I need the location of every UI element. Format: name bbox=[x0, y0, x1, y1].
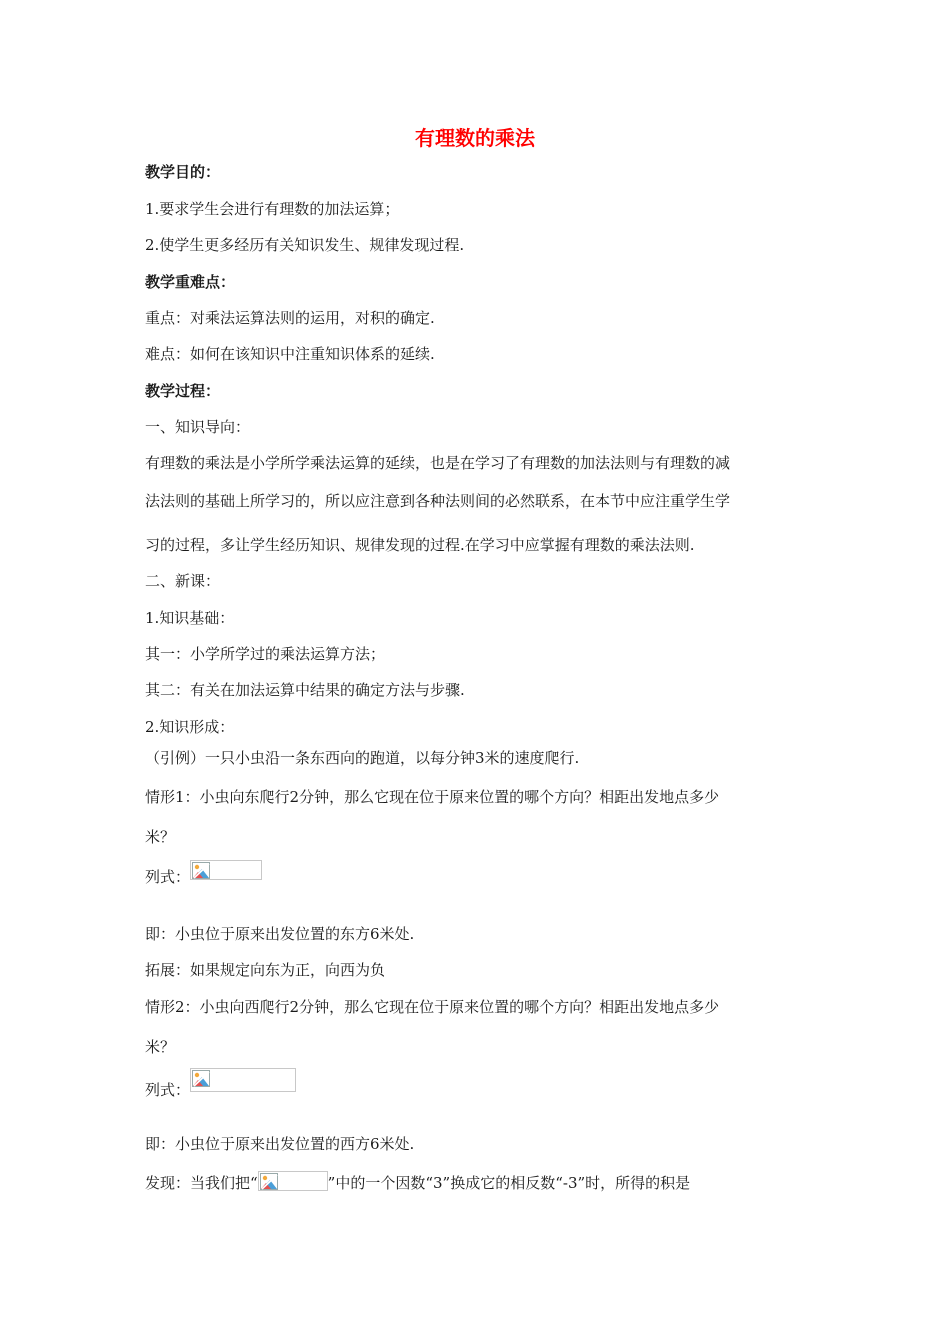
key-points-heading: 教学重难点： bbox=[145, 273, 236, 291]
objective-2: 2.使学生更多经历有关知识发生、规律发现过程. bbox=[145, 236, 465, 254]
case-2-line: 情形2：小虫向西爬行2分钟，那么它现在位于原来位置的哪个方向？相距出发地点多少 bbox=[145, 998, 720, 1016]
discovery-suffix: ”中的一个因数“3”换成它的相反数“-3”时，所得的积是 bbox=[327, 1174, 691, 1192]
broken-image-icon bbox=[190, 860, 262, 880]
item-heading-1: 1.知识基础： bbox=[145, 609, 235, 627]
difficult-point: 难点：如何在该知识中注重知识体系的延续. bbox=[145, 345, 435, 363]
document-title: 有理数的乘法 bbox=[415, 126, 535, 150]
discovery-line bbox=[145, 1172, 805, 1194]
section-heading-1: 一、知识导向： bbox=[145, 418, 251, 436]
item-heading-2: 2.知识形成： bbox=[145, 718, 235, 736]
key-point: 重点：对乘法运算法则的运用，对积的确定. bbox=[145, 309, 435, 327]
result-2: 即：小虫位于原来出发位置的西方6米处. bbox=[145, 1135, 415, 1153]
extension-text: 拓展：如果规定向东为正，向西为负 bbox=[145, 961, 386, 979]
broken-image-icon bbox=[190, 1068, 296, 1092]
discovery-prefix: 发现：当我们把“ bbox=[145, 1174, 258, 1192]
process-heading: 教学过程： bbox=[145, 382, 221, 400]
intro-paragraph-line: 法法则的基础上所学习的，所以应注意到各种法则间的必然联系，在本节中应注重学生学 bbox=[145, 492, 731, 510]
formula-row-1 bbox=[145, 866, 805, 888]
intro-paragraph-line: 习的过程，多让学生经历知识、规律发现的过程.在学习中应掌握有理数的乘法法则. bbox=[145, 536, 695, 554]
basis-1: 其一：小学所学过的乘法运算方法； bbox=[145, 645, 386, 663]
section-heading-2: 二、新课： bbox=[145, 572, 221, 590]
formula-label: 列式： bbox=[145, 868, 191, 886]
basis-2: 其二：有关在加法运算中结果的确定方法与步骤. bbox=[145, 681, 465, 699]
formula-row-2 bbox=[145, 1077, 805, 1101]
objectives-heading: 教学目的： bbox=[145, 163, 221, 181]
result-1: 即：小虫位于原来出发位置的东方6米处. bbox=[145, 925, 415, 943]
case-2-line: 米？ bbox=[145, 1038, 176, 1056]
intro-paragraph-line: 有理数的乘法是小学所学乘法运算的延续，也是在学习了有理数的加法法则与有理数的减 bbox=[145, 454, 731, 472]
case-1-line: 米？ bbox=[145, 828, 176, 846]
objective-1: 1.要求学生会进行有理数的加法运算； bbox=[145, 200, 400, 218]
example-text: （引例）一只小虫沿一条东西向的跑道，以每分钟3米的速度爬行. bbox=[145, 749, 580, 767]
formula-label: 列式： bbox=[145, 1081, 191, 1099]
broken-image-icon bbox=[258, 1171, 328, 1191]
case-1-line: 情形1：小虫向东爬行2分钟，那么它现在位于原来位置的哪个方向？相距出发地点多少 bbox=[145, 788, 720, 806]
